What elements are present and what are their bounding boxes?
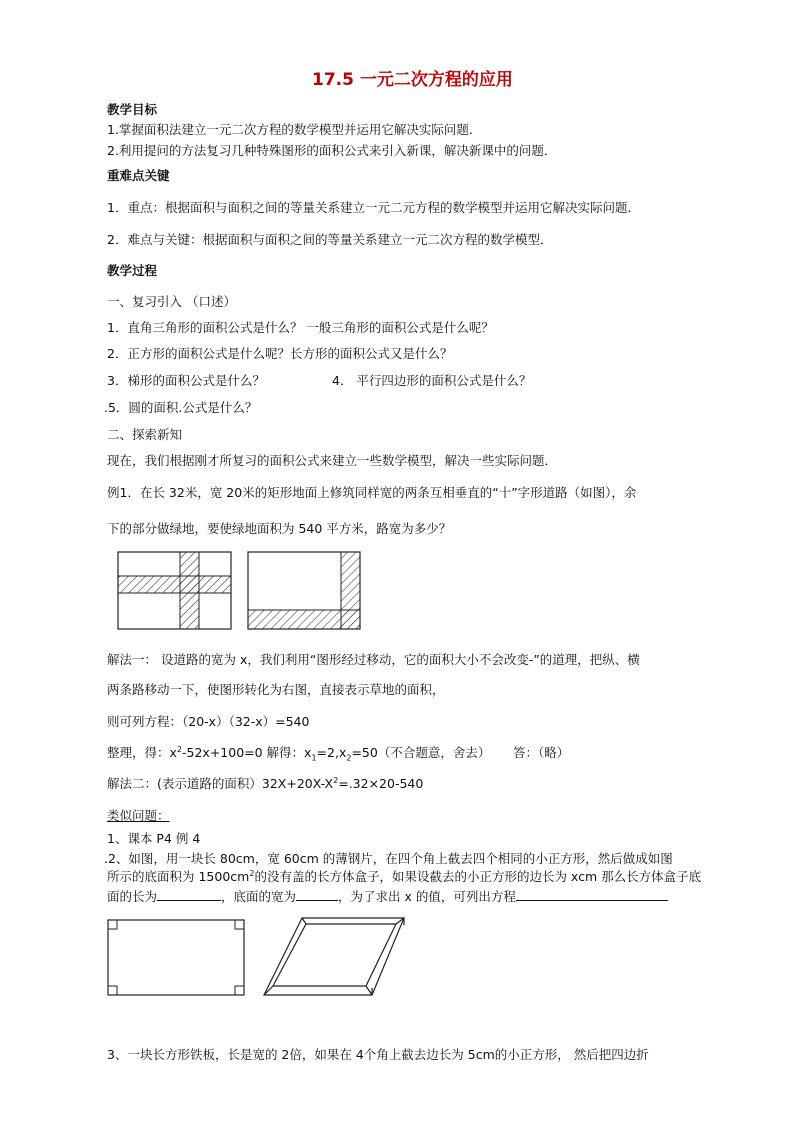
blank-width[interactable] — [296, 888, 338, 901]
example-1-line-1: 例1．在长 32米，宽 20米的矩形地面上修筑同样宽的两条互相垂直的“十”字形道路（如图），余 — [107, 485, 637, 500]
key-point-2: 2．难点与关键：根据面积与面积之间的等量关系建立一元二次方程的数学模型． — [107, 232, 553, 247]
simplify-line: 整理，得：$x^2-52x+100=0$ 解得：$x_1=2,x_2=50$（不合题意，舍去） — [107, 744, 491, 763]
similar-problems-heading: 类似问题： — [107, 808, 170, 823]
cut-corners-sheet-figure — [108, 920, 244, 995]
question-2: 2．正方形的面积公式是什么呢？长方形的面积公式又是什么？ — [107, 346, 453, 361]
question-5: .5．圆的面积.公式是什么？ — [104, 400, 258, 415]
similar-problem-2-line-3: 面的长为 ，底面的宽为 ，为了求出 x 的值，可列出方程 — [107, 888, 668, 905]
similar-problem-1: 1、课本 P4 例 4 — [107, 831, 201, 846]
key-point-1: 1．重点：根据面积与面积之间的等量关系建立一元二元方程的数学模型并运用它解决实际问题． — [107, 200, 640, 215]
answer: 答：（略） — [513, 745, 570, 760]
question-3: 3．梯形的面积公式是什么？ — [107, 373, 265, 388]
question-1: 1．直角三角形的面积公式是什么？ 一般三角形的面积公式是什么呢？ — [107, 320, 494, 335]
cross-road-figure — [118, 552, 231, 629]
similar-problem-2-line-1: .2、如图，用一块长 80cm，宽 60cm 的薄钢片，在四个角上截去四个相同的小正方形，然后做成如图 — [104, 851, 673, 866]
equation: 则可列方程：（20-x）（32-x）=540 — [107, 714, 310, 729]
explore-heading: 二、探索新知 — [107, 427, 183, 442]
example-1-line-2: 下的部分做绿地，要使绿地面积为 540 平方米，路宽为多少？ — [107, 521, 452, 536]
solution-2: 解法二：(表示道路的面积）$32X+20X-X^2=.32\times 20-540$ — [107, 775, 424, 791]
similar-problem-3: 3、一块长方形铁板，长是宽的 2倍，如果在 4个角上截去边长为 5cm的小正方形， 然后把四边折 — [107, 1047, 649, 1062]
moved-road-figure — [248, 552, 360, 629]
section-heading-key-points: 重难点关键 — [107, 168, 170, 183]
goal-item-1: 1.掌握面积法建立一元二次方程的数学模型并运用它解决实际问题． — [107, 122, 482, 137]
solution-1-line-2: 两条路移动一下，使图形转化为右图，直接表示草地的面积， — [107, 682, 445, 697]
goal-item-2: 2.利用提问的方法复习几种特殊图形的面积公式来引入新课，解决新课中的问题． — [107, 143, 557, 158]
similar-problem-2-line-2: 所示的底面积为 $1500cm^2$的没有盖的长方体盒子，如果设截去的小正方形的边长为 xcm 那么长方体盒子底 — [107, 868, 702, 884]
blank-length[interactable] — [157, 888, 221, 901]
open-box-figure — [264, 918, 404, 995]
page-title: 17.5 一元二次方程的应用 — [312, 70, 513, 90]
section-heading-process: 教学过程 — [107, 263, 158, 278]
section-heading-goals: 教学目标 — [107, 102, 158, 117]
blank-equation[interactable] — [516, 888, 668, 901]
explore-intro: 现在，我们根据刚才所复习的面积公式来建立一些数学模型，解决一些实际问题． — [107, 453, 558, 468]
review-heading: 一、复习引入 （口述） — [107, 294, 236, 309]
solution-1-line-1: 解法一： 设道路的宽为 x，我们利用“图形经过移动，它的面积大小不会改变-”的道理，把纵、横 — [107, 652, 640, 667]
question-4: 4． 平行四边形的面积公式是什么？ — [332, 373, 532, 388]
